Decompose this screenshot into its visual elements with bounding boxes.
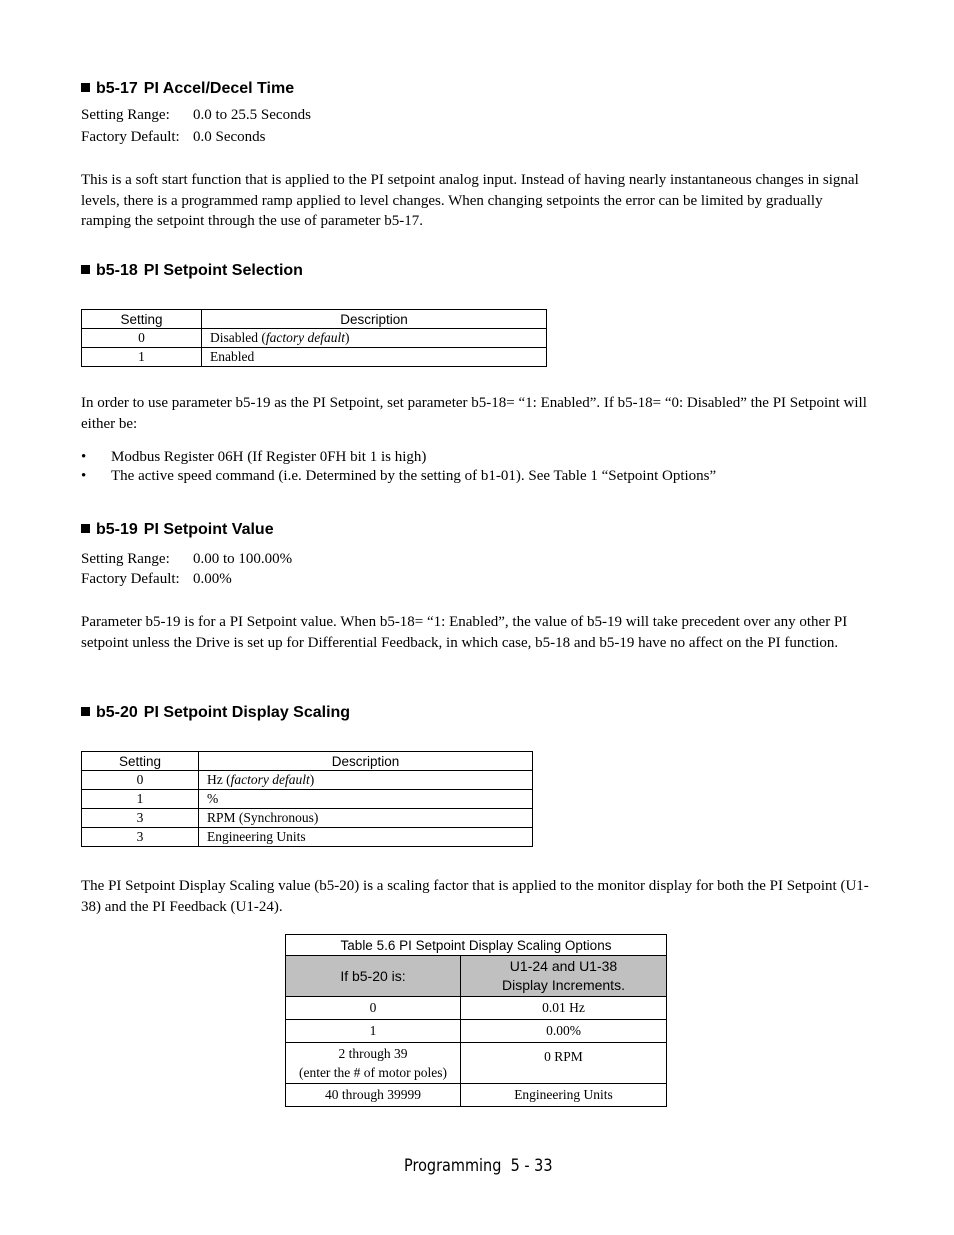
param-title: PI Setpoint Value: [143, 521, 274, 538]
description-cell: Engineering Units: [199, 828, 533, 847]
setting-cell: 40 through 39999: [286, 1084, 461, 1107]
setting-cell: 3: [82, 828, 199, 847]
footer-section: Programming: [404, 1156, 502, 1176]
page-footer: [404, 1156, 553, 1176]
factory-default-row: [81, 571, 232, 588]
bullet-item: [81, 468, 717, 485]
table-row: [82, 809, 533, 828]
table-row: [286, 1043, 667, 1084]
paragraph-b5-20: The PI Setpoint Display Scaling value (b5-20) is a scaling factor that is applied to the monitor display for both the PI Setpoint (U1-38) and the PI Feedback (U1-24).: [81, 878, 869, 915]
bullet-dot: •: [81, 449, 87, 465]
table-row: [82, 790, 533, 809]
table-header-row: [82, 752, 533, 771]
factory-default-row: [81, 129, 266, 146]
setting-line-2: (enter the # of motor poles): [298, 1065, 448, 1080]
factory-default-value: 0.00%: [193, 571, 232, 587]
table-row: [82, 828, 533, 847]
heading-b5-17: [81, 80, 294, 98]
setting-range-row: [81, 107, 311, 124]
increment-cell: 0.00%: [461, 1020, 667, 1043]
column-header-setting: Setting: [82, 752, 199, 771]
param-code: b5-20: [96, 704, 138, 721]
footer-page-number: 5 - 33: [510, 1156, 553, 1176]
table-caption: Table 5.6 PI Setpoint Display Scaling Options: [286, 935, 667, 956]
table-row: [82, 329, 547, 348]
description-cell: Enabled: [202, 348, 547, 367]
table-row: [286, 1020, 667, 1043]
bullet-text: Modbus Register 06H (If Register 0FH bit 1 is high): [111, 449, 427, 465]
setting-range-label: Setting Range:: [81, 551, 170, 567]
square-bullet-icon: [81, 83, 90, 92]
description-italic: factory default: [230, 772, 310, 787]
factory-default-label: Factory Default:: [81, 571, 180, 587]
setting-line-1: 2 through 39: [338, 1046, 408, 1061]
table-row: [286, 997, 667, 1020]
paragraph-b5-17: This is a soft start function that is applied to the PI setpoint analog input. Instead of having nearly instantaneous changes in signal levels, there is a programmed ramp applied to level changes. When changing setpoints the error can be limited by gradually ramping the setpoint through the use of parameter b5-17.: [81, 172, 859, 229]
paragraph-b5-19: Parameter b5-19 is for a PI Setpoint value. When b5-18= “1: Enabled”, the value of b5-19 will take precedent over any other PI setpoint unless the Drive is set up for Differential Feedback, in which case, b5-18 and b5-19 have no affect on the PI function.: [81, 614, 848, 651]
column-header-description: Description: [202, 310, 547, 329]
b5-18-settings-table: [81, 309, 547, 367]
column-header-setting: If b5-20 is:: [286, 956, 461, 997]
table-header-row: [286, 956, 667, 997]
header-line-2: Display Increments.: [502, 977, 625, 993]
heading-b5-20: [81, 704, 350, 722]
increment-cell: 0 RPM: [461, 1043, 667, 1084]
header-line-1: U1-24 and U1-38: [509, 958, 618, 974]
setting-range-label: Setting Range:: [81, 107, 170, 123]
table-caption-row: [286, 935, 667, 956]
factory-default-label: Factory Default:: [81, 129, 180, 145]
description-cell: %: [199, 790, 533, 809]
setting-cell: 0: [82, 329, 202, 348]
description-cell: [199, 771, 533, 790]
heading-b5-18: [81, 262, 303, 280]
table-row: [82, 348, 547, 367]
description-after: ): [344, 330, 350, 345]
table-row: [286, 1084, 667, 1107]
setting-cell: 1: [82, 790, 199, 809]
square-bullet-icon: [81, 524, 90, 533]
column-header-description: Description: [199, 752, 533, 771]
setting-cell: [286, 1043, 461, 1084]
b5-20-settings-table: [81, 751, 533, 847]
heading-b5-19: [81, 521, 274, 539]
square-bullet-icon: [81, 265, 90, 274]
table-5-6: [285, 934, 667, 1107]
setting-cell: 3: [82, 809, 199, 828]
factory-default-value: 0.0 Seconds: [193, 129, 266, 145]
increment-cell: Engineering Units: [461, 1084, 667, 1107]
setting-cell: 1: [82, 348, 202, 367]
setting-range-value: 0.0 to 25.5 Seconds: [193, 107, 311, 123]
param-title: PI Accel/Decel Time: [143, 80, 295, 97]
param-title: PI Setpoint Display Scaling: [143, 704, 351, 721]
description-text: Disabled (: [210, 330, 266, 345]
bullet-dot: •: [81, 468, 87, 484]
setting-cell: 1: [286, 1020, 461, 1043]
bullet-item: [81, 449, 427, 466]
description-cell: [202, 329, 547, 348]
param-code: b5-19: [96, 521, 138, 538]
square-bullet-icon: [81, 707, 90, 716]
description-text: Hz (: [207, 772, 231, 787]
param-title: PI Setpoint Selection: [143, 262, 303, 279]
increment-cell: 0.01 Hz: [461, 997, 667, 1020]
column-header-increments: [461, 956, 667, 997]
table-header-row: [82, 310, 547, 329]
table-row: [82, 771, 533, 790]
description-italic: factory default: [265, 330, 345, 345]
param-code: b5-17: [96, 80, 138, 97]
param-code: b5-18: [96, 262, 138, 279]
setting-range-value: 0.00 to 100.00%: [193, 551, 293, 567]
description-cell: RPM (Synchronous): [199, 809, 533, 828]
setting-cell: 0: [82, 771, 199, 790]
paragraph-b5-18: In order to use parameter b5-19 as the PI Setpoint, set parameter b5-18= “1: Enabled”. If b5-18= “0: Disabled” the PI Setpoint will either be:: [81, 395, 867, 432]
description-after: ): [309, 772, 315, 787]
column-header-setting: Setting: [82, 310, 202, 329]
setting-cell: 0: [286, 997, 461, 1020]
bullet-text: The active speed command (i.e. Determined by the setting of b1-01). See Table 1 “Setpoint Options”: [111, 468, 717, 484]
setting-range-row: [81, 551, 292, 568]
